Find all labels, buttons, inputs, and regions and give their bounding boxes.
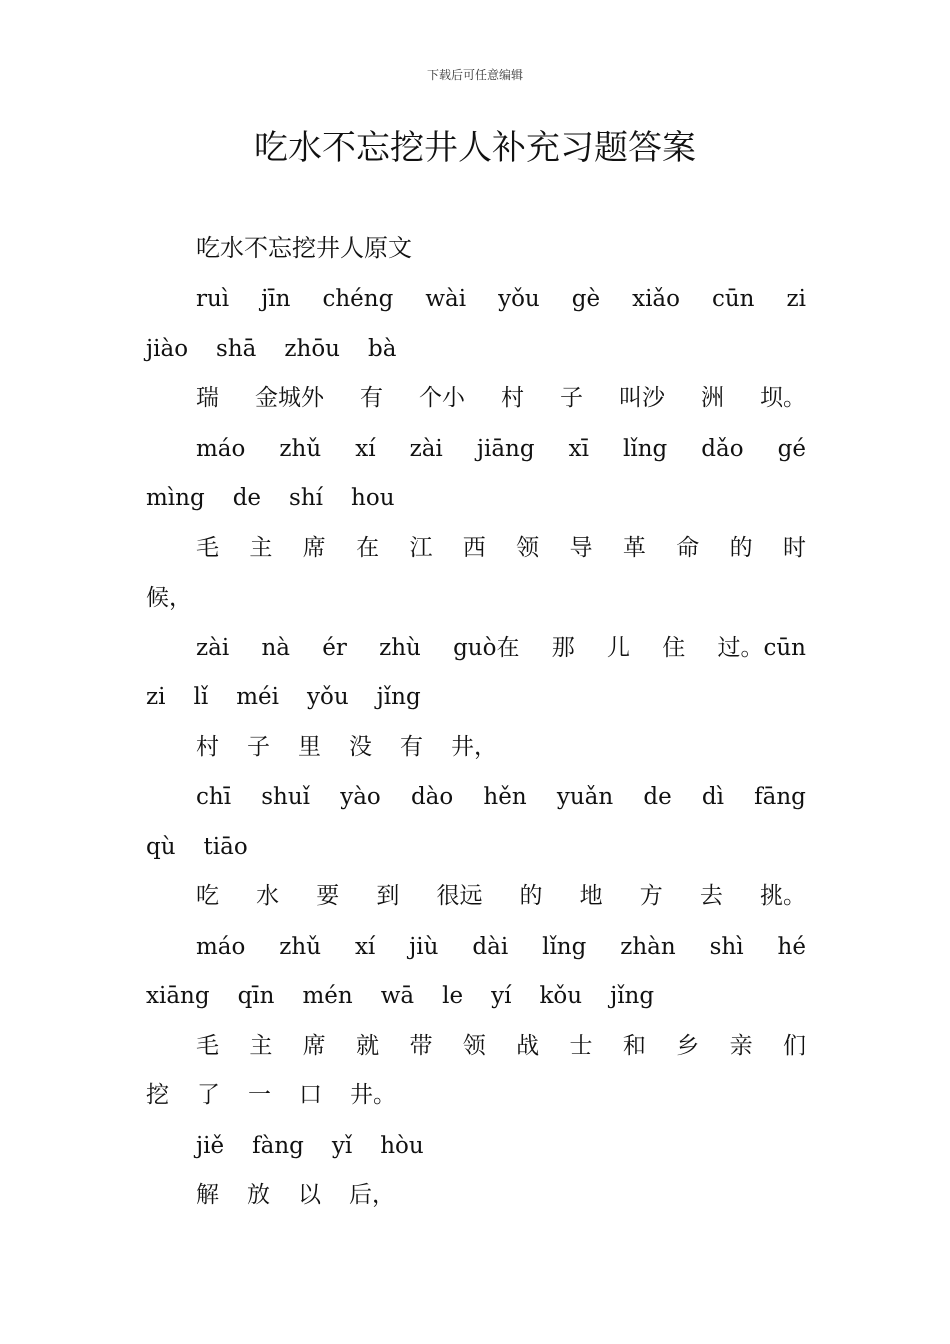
text-token: shuǐ [261, 784, 311, 810]
text-token: 领 [516, 535, 540, 561]
pinyin-line-2 [196, 431, 806, 467]
text-token: jiāng [476, 436, 535, 462]
text-token: 江 [409, 535, 433, 561]
text-token: zhōu [284, 336, 340, 362]
hanzi-line-3 [196, 729, 806, 765]
text-token: 村 [501, 385, 524, 411]
text-token: dǎo [701, 436, 744, 462]
hanzi-line-5 [196, 1028, 806, 1064]
text-token: 叫沙 [619, 385, 665, 411]
text-token: yǐ [331, 1133, 353, 1159]
text-token: wài [425, 286, 467, 312]
text-token: yǒu [306, 684, 349, 710]
text-token: xí [355, 436, 376, 462]
hanzi-line-6 [196, 1177, 806, 1213]
text-token: 水 [256, 883, 280, 909]
text-token: 乡 [676, 1033, 700, 1059]
text-token: 吃 [196, 883, 219, 909]
text-token: 子 [560, 385, 583, 411]
text-subtitle: 吃水不忘挖井人原文 [196, 234, 412, 262]
hanzi-line-5b [146, 1077, 806, 1113]
hanzi-line-2 [196, 530, 806, 566]
pinyin-line-3b [146, 679, 806, 715]
text-token: hòu [380, 1133, 424, 1159]
text-token: lǐng [623, 436, 668, 462]
text-token: 在 [356, 535, 380, 561]
text-token: 时 [782, 535, 806, 561]
text-token: cūn [711, 286, 755, 312]
text-token: lǐng [542, 934, 587, 960]
text-token: kǒu [539, 983, 583, 1009]
text-token: nà [261, 635, 290, 661]
text-token: 亲 [729, 1033, 753, 1059]
text-token: máo [196, 436, 246, 462]
text-token: hou [351, 485, 395, 511]
text-token: 毛 [196, 1033, 219, 1059]
text-token: de [232, 485, 262, 511]
text-token: méi [236, 684, 279, 710]
text-token: 有 [400, 734, 423, 760]
text-token: jiě [196, 1133, 225, 1159]
text-token: 要 [316, 883, 340, 909]
text-token: 和 [622, 1033, 646, 1059]
text-token: 瑞 [196, 385, 219, 411]
text-token: shì [709, 934, 744, 960]
text-token: 那 [551, 635, 575, 661]
text-token: 主 [249, 1033, 273, 1059]
pinyin-line-2b [146, 480, 806, 516]
text-token: 过。cūn [717, 635, 806, 661]
text-token: 地 [579, 883, 603, 909]
text-token: zhǔ [279, 436, 322, 462]
text-token: lǐ [193, 684, 209, 710]
pinyin-line-5b [146, 978, 806, 1014]
text-token: 儿 [606, 635, 630, 661]
text-token: gé [777, 436, 806, 462]
text-token: yuǎn [556, 784, 614, 810]
text-token: zài [409, 436, 443, 462]
text-token: 口 [299, 1082, 322, 1108]
text-token: xí [354, 934, 376, 960]
text-token: 的 [519, 883, 543, 909]
text-token: 村 [196, 734, 219, 760]
text-token: yǒu [498, 286, 540, 312]
text-token: hěn [483, 784, 527, 810]
text-token: 席 [302, 535, 326, 561]
text-token: 很远 [436, 883, 483, 909]
text-token: 一 [248, 1082, 271, 1108]
page-header: 下载后可任意编辑 [426, 68, 523, 82]
text-token: dào [410, 784, 454, 810]
text-token: guò在 [453, 635, 520, 661]
text-token: 的 [729, 535, 753, 561]
text-token: jǐng [376, 684, 421, 710]
text-token: zi [786, 286, 806, 312]
pinyin-line-3 [196, 630, 806, 666]
pinyin-line-1b [146, 331, 806, 367]
text-token: 毛 [196, 535, 219, 561]
text-token: zhǔ [279, 934, 322, 960]
text-token: zi [146, 684, 166, 710]
text-token: 子 [247, 734, 270, 760]
text-token: yào [340, 784, 381, 810]
text-token: 放 [247, 1182, 270, 1208]
text-token: fāng [754, 784, 806, 810]
text-token: 带 [409, 1033, 433, 1059]
text-token: 方 [639, 883, 663, 909]
text-token: zhàn [620, 934, 676, 960]
text-token: qù [146, 834, 176, 860]
text-token: 有 [360, 385, 383, 411]
text-token: wā [380, 983, 415, 1009]
text-token: shā [216, 336, 257, 362]
hanzi-line-2b [146, 580, 806, 616]
text-token: 去 [699, 883, 723, 909]
pinyin-line-4 [196, 779, 806, 815]
text-token: yí [491, 983, 512, 1009]
text-token: 金城外 [255, 385, 324, 411]
pinyin-line-1 [196, 281, 806, 317]
text-token: 导 [569, 535, 593, 561]
text-token: 以 [298, 1182, 321, 1208]
text-token: 主 [249, 535, 273, 561]
pinyin-line-6 [196, 1128, 806, 1164]
text-token: chī [196, 784, 232, 810]
text-token: hé [777, 934, 806, 960]
text-token: ér [322, 635, 347, 661]
text-token: fàng [252, 1133, 304, 1159]
text-token: 洲 [701, 385, 724, 411]
text-token: dài [472, 934, 509, 960]
text-token: zhù [379, 635, 421, 661]
text-token: 西 [462, 535, 486, 561]
text-token: shí [289, 485, 324, 511]
text-token: 们 [782, 1033, 806, 1059]
text-token: 就 [356, 1033, 380, 1059]
text-token: bà [367, 336, 397, 362]
hanzi-line-1 [196, 380, 806, 416]
text-token: tiāo [203, 834, 248, 860]
text-token: xiāng [146, 983, 210, 1009]
text-token: chéng [322, 286, 394, 312]
pinyin-line-5 [196, 929, 806, 965]
text-token: 领 [462, 1033, 486, 1059]
text-token: qīn [237, 983, 275, 1009]
text-token: mìng [146, 485, 205, 511]
text-token: dì [701, 784, 724, 810]
text-token: 坝。 [760, 385, 806, 411]
text-token: 候， [146, 585, 192, 611]
text-token: 挑。 [759, 883, 806, 909]
text-token: jīn [261, 286, 291, 312]
text-token: 革 [622, 535, 646, 561]
text-token: 到 [376, 883, 400, 909]
text-token: 席 [302, 1033, 326, 1059]
text-token: 井。 [350, 1082, 396, 1108]
text-token: jǐng [610, 983, 655, 1009]
text-token: mén [302, 983, 353, 1009]
pinyin-line-4b [146, 829, 806, 865]
text-token: 战 [516, 1033, 540, 1059]
text-token: le [442, 983, 464, 1009]
text-token: de [643, 784, 672, 810]
text-token: 个小 [419, 385, 465, 411]
page-title: 吃水不忘挖井人补充习题答案 [254, 128, 696, 168]
text-token: gè [571, 286, 601, 312]
text-token: jiào [146, 336, 189, 362]
hanzi-line-4 [196, 878, 806, 914]
text-token: 里 [298, 734, 321, 760]
text-token: 士 [569, 1033, 593, 1059]
text-token: 解 [196, 1182, 219, 1208]
text-token: zài [196, 635, 230, 661]
text-token: xī [568, 436, 589, 462]
text-token: ruì [196, 286, 230, 312]
text-token: 没 [349, 734, 372, 760]
text-token: 命 [676, 535, 700, 561]
text-token: 井， [451, 734, 497, 760]
text-token: jiù [409, 934, 439, 960]
text-token: 了 [197, 1082, 220, 1108]
text-token: xiǎo [632, 286, 680, 312]
text-token: 挖 [146, 1082, 169, 1108]
text-token: 后， [349, 1182, 395, 1208]
text-token: máo [196, 934, 246, 960]
text-token: 住 [662, 635, 686, 661]
